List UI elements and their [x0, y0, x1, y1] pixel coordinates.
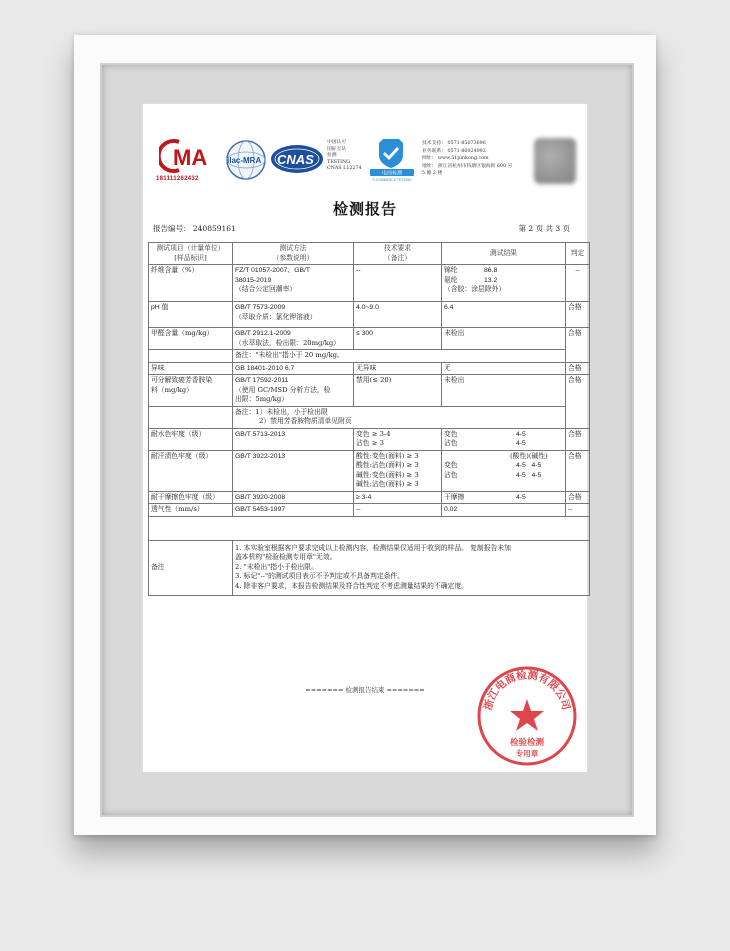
- header-verdict: 判定: [566, 243, 590, 265]
- header-requirement: 技术要求 （备注）: [354, 243, 442, 265]
- page-number: 第 2 页 共 3 页: [518, 224, 570, 233]
- ma-logo-text: MA: [173, 145, 208, 170]
- table-row: 耐水色牢度（级） GB/T 5713-2013 变色 ≥ 3-4 沾色 ≥ 3 变色 4-5 沾色 4-5 合格: [149, 428, 590, 450]
- table-empty-row: [149, 516, 590, 540]
- header-result: 测试结果: [442, 243, 566, 265]
- table-row: 耐干摩擦色牢度（级） GB/T 3920-2008 ≥ 3-4 干摩擦 4-5 合格: [149, 491, 590, 504]
- cnas-logo: [270, 143, 325, 175]
- test-results-table: [148, 242, 590, 596]
- table-row-note: 备注："未检出"指小于 20 mg/kg。: [149, 350, 590, 363]
- header-item: 测试项目（计量单位） [样品标识]: [149, 243, 233, 265]
- remark-3: 3. 标记"--"的测试项目表示不予判定或不具备判定条件。: [235, 572, 405, 580]
- contact-website: 网址： www.51pinkong.com: [422, 156, 489, 161]
- table-row: pH 值 GB/T 7573-2009 （萃取介质：氯化钾溶液） 4.0~9.0 6.4 合格: [149, 302, 590, 328]
- table-row: 可分解致癌芳香胺染 料（mg/kg） GB/T 17592-2011 （使用 GC/MSD 分析方法，检 出限：5mg/kg） 禁用(≤ 20) 未检出 合格: [149, 375, 590, 407]
- contact-info: [422, 140, 542, 178]
- cma-code: 181111262432: [156, 176, 199, 182]
- remark-2: 2. "未检出"指小于检出限。: [235, 562, 318, 571]
- table-row: 纤维含量（%） FZ/T 01057-2007、GB/T 38015-2019 （结合公定回潮率） -- 锦纶 86.8 氨纶 13.2 （含胶：涂层除外） --: [149, 265, 590, 302]
- stamp-ring-text: 浙江电商检测有限公司: [482, 669, 572, 712]
- cnas-logo-text: CNAS: [277, 152, 314, 167]
- remark-4: 4. 除非客户要求，本报告检测结果及符合性判定不考虑测量结果的不确定度。: [235, 581, 468, 590]
- remark-1b: 盖本机构"检验检测专用章"无效。: [235, 553, 337, 561]
- cnas-accreditation-text: 中国认可 国际互认 检测 TESTING CNAS L12274: [327, 140, 362, 171]
- contact-tech: 技术支持： 0571-85073696: [422, 141, 486, 146]
- table-row: 透气性（mm/s） GB/T 5453-1997 -- 0.02 --: [149, 504, 590, 517]
- ilac-logo-text: ilac-MRA: [227, 156, 262, 165]
- table-row: 甲醛含量（mg/kg） GB/T 2912.1-2009 （水萃取法，检出限：20mg/kg） ≤ 300 未检出 合格: [149, 328, 590, 350]
- ilac-mra-logo: [224, 139, 268, 181]
- report-number: 报告编号： 240859161: [153, 224, 236, 233]
- table-row: 耐汗渍色牢度（级） GB/T 3922-2013 酸性:变色(面料) ≥ 3 酸性:沾色(面料) ≥ 3 碱性:变色(面料) ≥ 3 碱性:沾色(面料) ≥ 3 (酸性)(碱性) 变色 4-5 4-5 沾色 4-5 4-5 合格: [149, 450, 590, 491]
- remark-1: 1. 本实验室根据客户要求完成以上检测内容，检测结果仅适用于收到的样品。 复制报告未加: [235, 543, 511, 552]
- stamp-bottom-text: 专用章: [515, 749, 539, 758]
- ec-badge-en: E-COMMERCE TESTING: [372, 178, 412, 182]
- table-row: 异味 GB 18401-2010 6.7 无异味 无 合格: [149, 362, 590, 375]
- table-row-note: 备注：1）未检出，小于检出限 2）禁用芳香胺物质清单见附页: [149, 406, 590, 428]
- document-title: 检测报告: [332, 200, 397, 218]
- ec-badge-cn: 电商检测: [381, 170, 403, 177]
- contact-address-2: 5 幢 2 楼: [422, 171, 443, 176]
- contact-address: 地址： 浙江省杭州市钱塘区银海街 600 号: [422, 163, 513, 169]
- official-stamp: [472, 661, 582, 771]
- stamp-center-text: 检验检测: [509, 738, 545, 748]
- remarks-row: 备注 1. 本实验室根据客户要求完成以上检测内容，检测结果仅适用于收到的样品。 复制报告未加 盖本机构"检验检测专用章"无效。 2. "未检出"指小于检出限。 3. 标记"--"的测试项目表示不予判定或不具备判定条件。 4. 除非客户要求，本报告检测结果及符合性判定不考虑测量结果的不确定度。: [149, 540, 590, 596]
- report-document: [142, 103, 588, 773]
- report-end-marker: ======= 检测报告结束 =======: [305, 686, 425, 694]
- star-icon: [510, 699, 544, 731]
- header-method: 测试方法 （参数说明）: [233, 243, 354, 265]
- table-header-row: [149, 243, 590, 265]
- contact-business: 业务联系： 0571-86024992: [422, 148, 486, 154]
- qr-code-blurred: [534, 138, 576, 184]
- cma-logo: [159, 139, 216, 173]
- shield-check-icon: [367, 137, 417, 183]
